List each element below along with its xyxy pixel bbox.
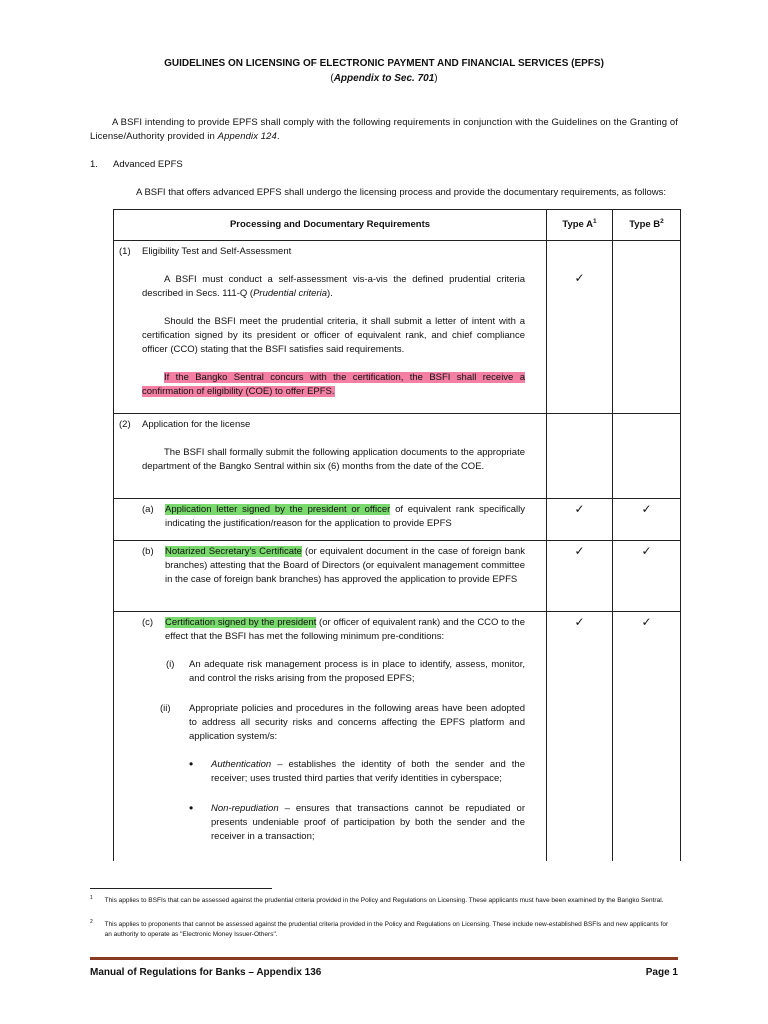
row-b-requirement-cell xyxy=(114,541,547,612)
row-a-type-b-check-icon: ✓ xyxy=(641,502,652,516)
header-requirements: Processing and Documentary Requirements xyxy=(114,210,547,241)
row1-type-a-check-icon: ✓ xyxy=(574,271,585,285)
intro-end: . xyxy=(276,131,280,142)
row-b-label: (b) xyxy=(142,546,154,557)
row-b-type-a-cell xyxy=(547,541,613,612)
row-b-type-a-check-icon: ✓ xyxy=(574,544,585,558)
bullet-1-term: Authentication xyxy=(211,759,272,770)
row-c-type-a-check-icon: ✓ xyxy=(574,615,585,629)
subtitle-open: ( xyxy=(330,73,334,84)
footer-page-number: Page 1 xyxy=(645,967,678,978)
row2-requirement-cell xyxy=(114,414,547,499)
section-number: 1. xyxy=(90,159,98,170)
row-a-rest: of equivalent rank specifically indicating the justification/reason for the application to provide EPFS xyxy=(165,504,525,529)
row-b-type-b-cell xyxy=(613,541,681,612)
row2-type-b-cell xyxy=(613,414,681,499)
row-c-i-text: An adequate risk management process is in place to identify, assess, monitor, and control the risks arising from the proposed EPFS; xyxy=(189,659,525,684)
section-lead: A BSFI that offers advanced EPFS shall undergo the licensing process and provide the documentary requirements, as follows: xyxy=(136,187,667,198)
footnote-1-text: This applies to BSFIs that can be assessed against the prudential criteria provided in the Policy and Regulations on Licensing. These applicants must have been examined by the Bangko Sentral. xyxy=(104,897,664,904)
bullet-1-text: – establishes the identity of both the sender and the receiver; uses trusted third parties that verify identities in cyberspace; xyxy=(211,759,525,784)
table-row xyxy=(114,414,681,499)
type-b-label: Type B xyxy=(629,219,661,230)
subtitle-appendix: Appendix to Sec. 701 xyxy=(333,73,435,84)
header-type-a xyxy=(547,210,613,241)
header-type-b xyxy=(613,210,681,241)
footer-manual-title: Manual of Regulations for Banks – Appendix 136 xyxy=(90,967,322,978)
row2-title: Application for the license xyxy=(142,419,251,430)
row1-number: (1) xyxy=(119,246,131,257)
table-header-row xyxy=(114,210,681,241)
footnote-1-number: 1 xyxy=(90,894,93,901)
row2-type-a-cell xyxy=(547,414,613,499)
row1-highlighted-text: If the Bangko Sentral concurs with the certification, the BSFI shall receive a confirmation of eligibility (COE) to offer EPFS. xyxy=(142,372,525,397)
row-c-type-b-cell xyxy=(613,612,681,862)
table-row xyxy=(114,541,681,612)
row-c-ii-label: (ii) xyxy=(160,703,171,714)
row1-type-b-cell xyxy=(613,241,681,414)
row-a-highlighted-text: Application letter signed by the president or officer xyxy=(165,504,391,515)
row-c-ii-text: Appropriate policies and procedures in the following areas have been adopted to address all security risks and concerns affecting the EPFS platform and application system/s: xyxy=(189,703,525,742)
row-b-highlighted-text: Notarized Secretary's Certificate xyxy=(165,546,302,557)
table-row xyxy=(114,241,681,414)
row-c-text xyxy=(165,616,525,644)
footnote-2-number: 2 xyxy=(90,918,93,925)
table-row xyxy=(114,499,681,541)
row1-type-a-cell xyxy=(547,241,613,414)
document-title: GUIDELINES ON LICENSING OF ELECTRONIC PAYMENT AND FINANCIAL SERVICES (EPFS) xyxy=(164,58,604,69)
row-c-requirement-cell xyxy=(114,612,547,862)
row-c-bullet-1 xyxy=(211,758,525,786)
subtitle-close: ) xyxy=(434,73,438,84)
row-c-bullet-2 xyxy=(211,802,525,844)
row-c-highlighted-text: Certification signed by the president xyxy=(165,617,317,628)
row2-number: (2) xyxy=(119,419,131,430)
row-a-type-b-cell xyxy=(613,499,681,541)
intro-text: A BSFI intending to provide EPFS shall comply with the following requirements in conjunction with the Guidelines on the Granting of License/Authority provided in xyxy=(90,117,678,142)
bullet-icon: • xyxy=(189,757,194,771)
footer-rule xyxy=(90,957,678,960)
section-heading: Advanced EPFS xyxy=(113,159,183,170)
row1-p1-end: ). xyxy=(326,288,333,299)
table-row xyxy=(114,612,681,862)
row-c-i-label: (i) xyxy=(166,659,175,670)
row-a-requirement-cell xyxy=(114,499,547,541)
footnote-2-text: This applies to proponents that cannot be assessed against the prudential criteria provided in the Policy and Regulations on Licensing. These include new-established BSFIs and new applicants for an authority to operate as "Electronic Money Issuer-Others". xyxy=(104,921,669,938)
intro-appendix-ref: Appendix 124 xyxy=(217,131,277,142)
document-subtitle xyxy=(0,72,768,86)
type-a-footnote-ref: 1 xyxy=(593,217,597,225)
bullet-2-text: – ensures that transactions cannot be repudiated or presents undeniable proof of participation by both the sender and the receiver in a transaction; xyxy=(211,803,525,842)
intro-paragraph xyxy=(90,116,678,144)
row1-p1-text: A BSFI must conduct a self-assessment vis-a-vis the defined prudential criteria described in Secs. 111-Q ( xyxy=(142,274,525,299)
row-c-type-a-cell xyxy=(547,612,613,862)
row1-p1-italic: Prudential criteria xyxy=(253,288,327,299)
row2-paragraph-1: The BSFI shall formally submit the following application documents to the appropriate department of the Bangko Sentral within six (6) months from the date of the COE. xyxy=(142,447,525,472)
requirements-table xyxy=(113,209,681,861)
bullet-icon: • xyxy=(189,801,194,815)
type-a-label: Type A xyxy=(562,219,593,230)
row-b-rest: (or equivalent document in the case of foreign bank branches) attesting that the Board of Directors (or equivalent management committee in the case of foreign bank branches) has approved the application to provide EPFS xyxy=(165,546,526,585)
row-c-label: (c) xyxy=(142,617,154,628)
footnote-separator xyxy=(90,888,272,889)
row1-paragraph-1 xyxy=(142,273,525,301)
row-b-type-b-check-icon: ✓ xyxy=(641,544,652,558)
row-c-rest: (or officer of equivalent rank) and the CCO to the effect that the BSFI has met the following minimum pre-conditions: xyxy=(165,617,525,642)
row1-title: Eligibility Test and Self-Assessment xyxy=(142,246,292,257)
row-a-text xyxy=(165,503,525,531)
row-a-label: (a) xyxy=(142,504,154,515)
footnote-1 xyxy=(90,896,680,906)
row1-paragraph-2: Should the BSFI meet the prudential criteria, it shall submit a letter of intent with a certification signed by its president or officer of equivalent rank, and chief compliance officer (CCO) stating that the BSFI satisfies said requirements. xyxy=(142,316,525,355)
row-a-type-a-check-icon: ✓ xyxy=(574,502,585,516)
type-b-footnote-ref: 2 xyxy=(660,217,664,225)
footnote-2 xyxy=(90,920,680,940)
row-b-text xyxy=(165,545,525,587)
row1-requirement-cell xyxy=(114,241,547,414)
row-c-type-b-check-icon: ✓ xyxy=(641,615,652,629)
row1-paragraph-3 xyxy=(142,371,525,399)
row-a-type-a-cell xyxy=(547,499,613,541)
bullet-2-term: Non-repudiation xyxy=(211,803,279,814)
